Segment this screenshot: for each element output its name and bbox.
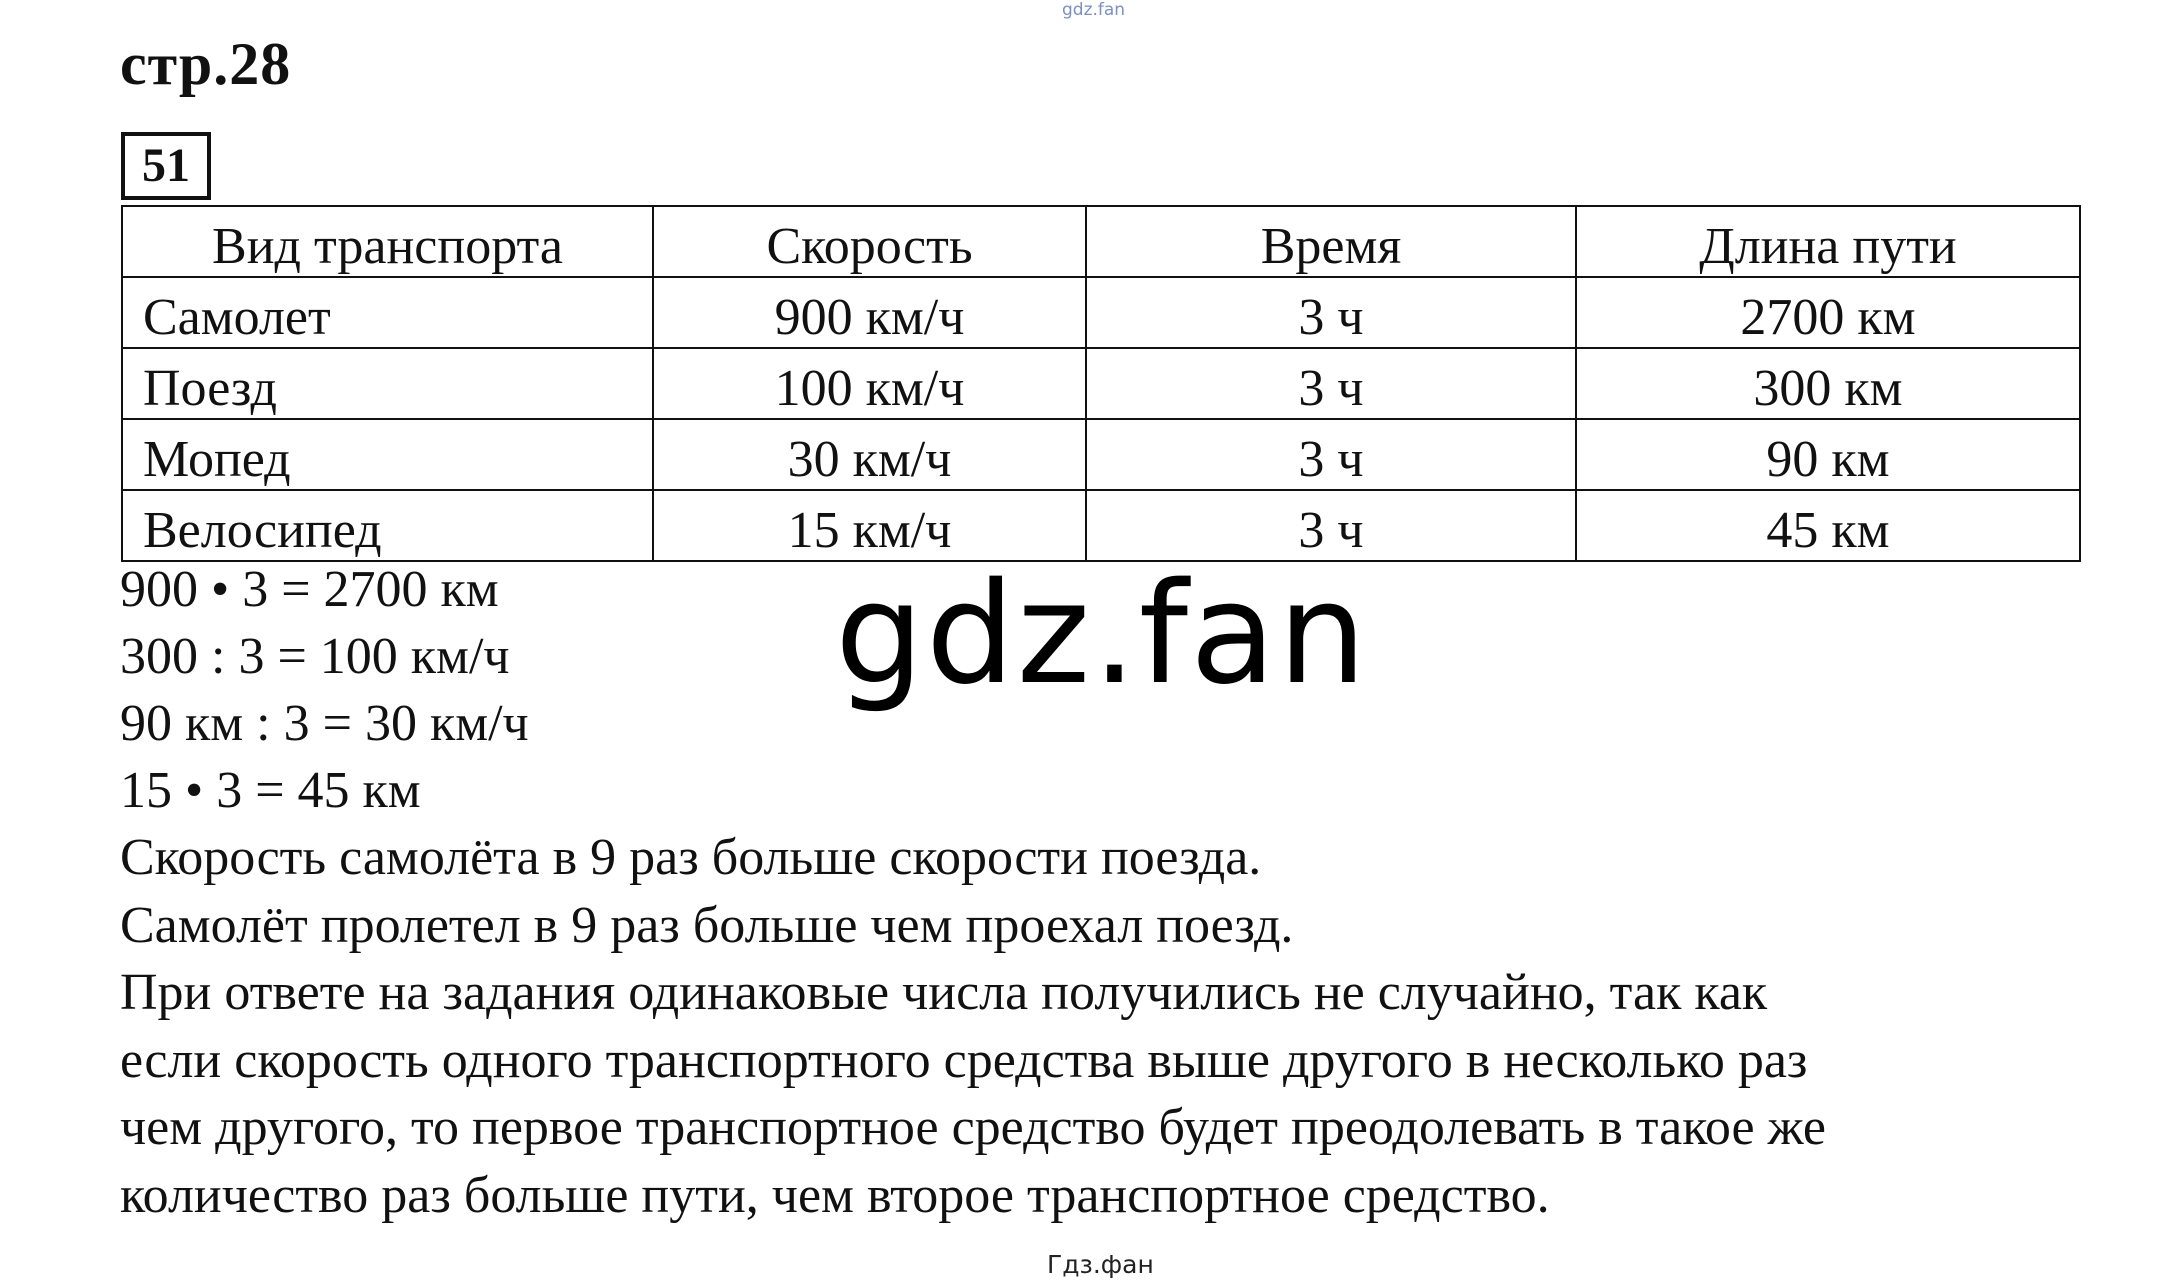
- cell-time: 3 ч: [1086, 419, 1576, 490]
- cell-speed: 900 км/ч: [653, 277, 1086, 348]
- calculations: [120, 556, 529, 824]
- cell-distance: 2700 км: [1576, 277, 2080, 348]
- cell-distance: 300 км: [1576, 348, 2080, 419]
- transport-table: [121, 205, 2081, 562]
- top-watermark: gdz.fan: [1062, 0, 1126, 20]
- header-speed: Скорость: [653, 206, 1086, 277]
- cell-distance: 45 км: [1576, 490, 2080, 561]
- task-number-box: 51: [121, 132, 211, 200]
- cell-transport: Велосипед: [122, 490, 653, 561]
- answer-line: чем другого, то первое транспортное средство будет преодолевать в такое же: [120, 1099, 1826, 1156]
- answer-line: Скорость самолёта в 9 раз больше скорости поезда.: [120, 829, 1262, 886]
- calculation-line: 300 : 3 = 100 км/ч: [120, 628, 510, 685]
- answer-line: если скорость одного транспортного средства выше другого в несколько раз: [120, 1031, 1808, 1089]
- cell-distance: 90 км: [1576, 419, 2080, 490]
- cell-speed: 100 км/ч: [653, 348, 1086, 419]
- answer-line: При ответе на задания одинаковые числа получились не случайно, так как: [120, 964, 1768, 1021]
- bottom-watermark: Гдз.фан: [1047, 1250, 1154, 1279]
- table-row: [122, 419, 2080, 490]
- cell-transport: Самолет: [122, 277, 653, 348]
- table-row: [122, 490, 2080, 561]
- calculation-line: 900 • 3 = 2700 км: [120, 561, 499, 618]
- header-transport-type: Вид транспорта: [122, 206, 653, 277]
- center-watermark: gdz.fan: [835, 553, 1369, 716]
- cell-time: 3 ч: [1086, 277, 1576, 348]
- page-title: стр.28: [120, 31, 292, 97]
- answer-line: Самолёт пролетел в 9 раз больше чем проехал поезд.: [120, 896, 1294, 954]
- cell-transport: Мопед: [122, 419, 653, 490]
- answer-text: [120, 824, 1826, 1229]
- table-header-row: [122, 206, 2080, 277]
- header-distance: Длина пути: [1576, 206, 2080, 277]
- table-row: [122, 277, 2080, 348]
- calculation-line: 15 • 3 = 45 км: [120, 762, 421, 819]
- answer-line: количество раз больше пути, чем второе транспортное средство.: [120, 1166, 1550, 1224]
- header-time: Время: [1086, 206, 1576, 277]
- cell-transport: Поезд: [122, 348, 653, 419]
- cell-time: 3 ч: [1086, 348, 1576, 419]
- calculation-line: 90 км : 3 = 30 км/ч: [120, 695, 529, 752]
- cell-speed: 15 км/ч: [653, 490, 1086, 561]
- cell-speed: 30 км/ч: [653, 419, 1086, 490]
- cell-time: 3 ч: [1086, 490, 1576, 561]
- table-row: [122, 348, 2080, 419]
